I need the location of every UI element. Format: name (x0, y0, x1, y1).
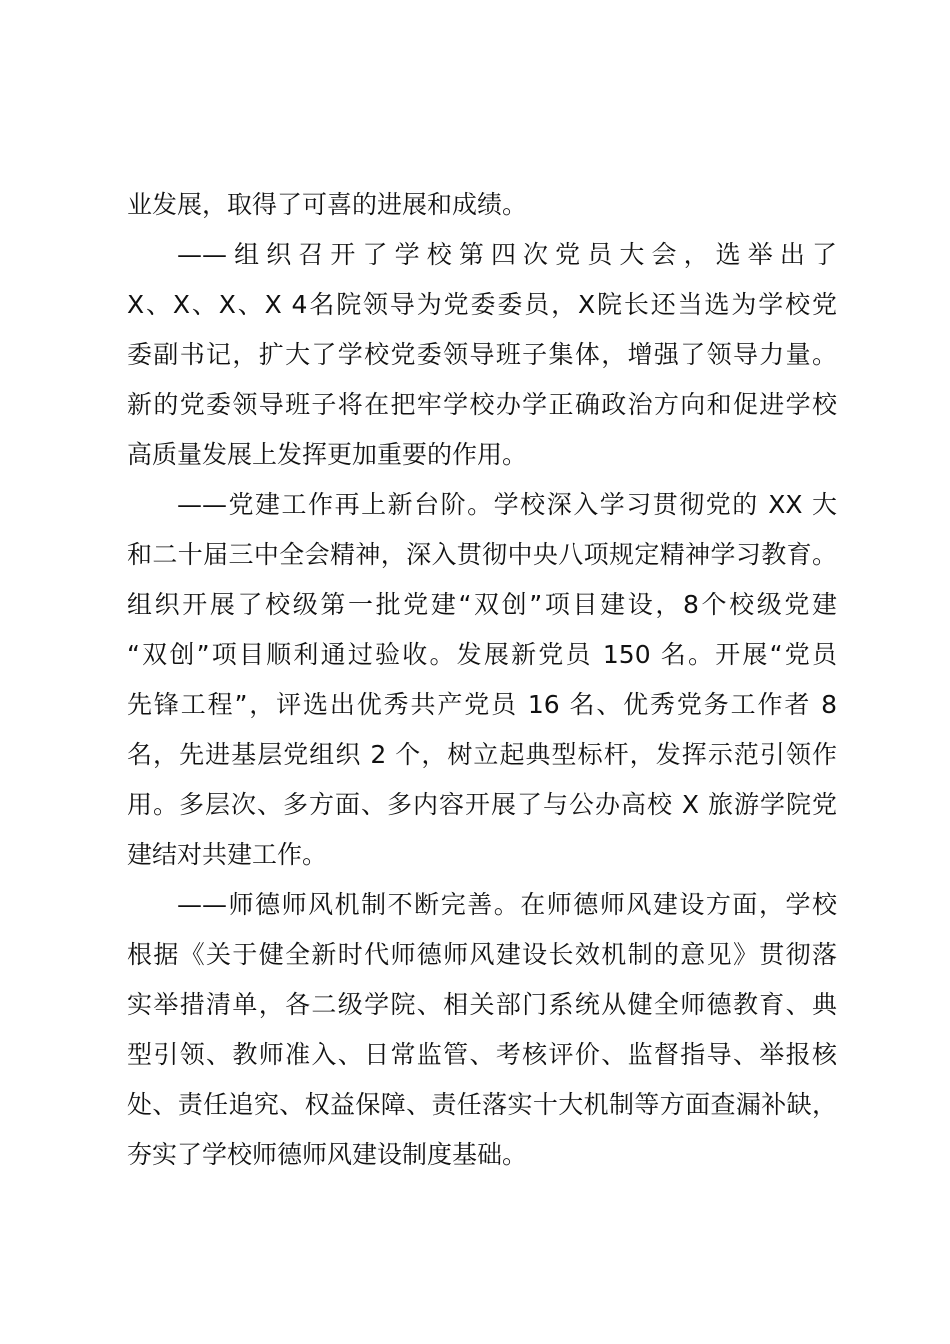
paragraph-line: 组织开展了校级第一批党建“双创”项目建设，8个校级党建 (127, 590, 837, 619)
paragraph-line: 委副书记，扩大了学校党委领导班子集体，增强了领导力量。 (127, 340, 837, 369)
paragraph-line: X、X、X、X 4名院领导为党委委员，X院长还当选为学校党 (127, 290, 837, 319)
paragraph-line: 新的党委领导班子将在把牢学校办学正确政治方向和促进学校 (127, 390, 837, 419)
paragraph-line: ——组织召开了学校第四次党员大会，选举出了 (177, 240, 837, 269)
paragraph-line: 业发展，取得了可喜的进展和成绩。 (127, 190, 528, 219)
paragraph-line: 用。多层次、多方面、多内容开展了与公办高校 X 旅游学院党 (127, 790, 837, 819)
paragraph-line: ——党建工作再上新台阶。学校深入学习贯彻党的 XX 大 (177, 490, 837, 519)
paragraph-line: 型引领、教师准入、日常监管、考核评价、监督指导、举报核 (127, 1040, 837, 1069)
paragraph-line: 名，先进基层党组织 2 个，树立起典型标杆，发挥示范引领作 (127, 740, 837, 769)
paragraph-line: ——师德师风机制不断完善。在师德师风建设方面，学校 (177, 890, 837, 919)
paragraph-line: 处、责任追究、权益保障、责任落实十大机制等方面查漏补缺， (127, 1090, 837, 1119)
paragraph-line: 实举措清单，各二级学院、相关部门系统从健全师德教育、典 (127, 990, 837, 1019)
paragraph-line: 和二十届三中全会精神，深入贯彻中央八项规定精神学习教育。 (127, 540, 837, 569)
paragraph-line: 高质量发展上发挥更加重要的作用。 (127, 440, 528, 469)
paragraph-line: 先锋工程”，评选出优秀共产党员 16 名、优秀党务工作者 8 (127, 690, 837, 719)
paragraph-line: 建结对共建工作。 (127, 840, 328, 869)
paragraph-line: 根据《关于健全新时代师德师风建设长效机制的意见》贯彻落 (127, 940, 837, 969)
paragraph-line: “双创”项目顺利通过验收。发展新党员 150 名。开展“党员 (127, 640, 837, 669)
paragraph-line: 夯实了学校师德师风建设制度基础。 (127, 1140, 528, 1169)
